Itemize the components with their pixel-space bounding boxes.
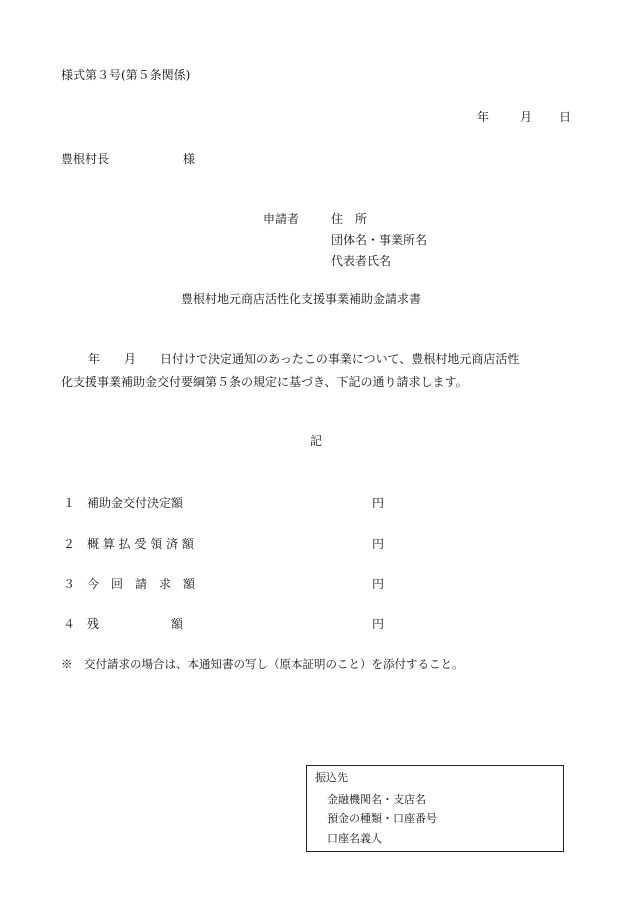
item-label: 概 算 払 受 領 済 額 bbox=[87, 537, 194, 551]
item-unit: 円 bbox=[372, 577, 385, 591]
addressee-honorific: 様 bbox=[183, 152, 196, 166]
bank-heading: 振込先 bbox=[315, 771, 348, 784]
ki-heading: 記 bbox=[310, 434, 323, 448]
account-type-label: 預金の種類・口座番号 bbox=[327, 812, 437, 825]
date-month-label: 月 bbox=[520, 110, 533, 124]
item-number: ４ bbox=[63, 617, 76, 631]
applicant-representative-label: 代表者氏名 bbox=[331, 254, 392, 268]
item-label: 補助金交付決定額 bbox=[87, 496, 184, 510]
addressee-name: 豊根村長 bbox=[61, 152, 110, 166]
body-text-line-1: 年 月 日付けで決定通知のあったこの事業について、豊根村地元商店活性 bbox=[88, 352, 520, 366]
applicant-organization-label: 団体名・事業所名 bbox=[331, 233, 428, 247]
body-text-line-2: 化支援事業補助金交付要綱第５条の規定に基づき、下記の通り請求します。 bbox=[61, 375, 468, 389]
item-unit: 円 bbox=[372, 617, 385, 631]
item-label: 今 回 請 求 額 bbox=[87, 577, 196, 591]
attachment-note: ※ 交付請求の場合は、本通知書の写し（原本証明のこと）を添付すること。 bbox=[61, 657, 464, 671]
applicant-address-label: 住 所 bbox=[331, 212, 368, 226]
applicant-label: 申請者 bbox=[263, 212, 300, 226]
date-year-label: 年 bbox=[477, 110, 490, 124]
bank-name-label: 金融機関名・支店名 bbox=[327, 793, 426, 806]
account-holder-label: 口座名義人 bbox=[327, 832, 382, 845]
document-title: 豊根村地元商店活性化支援事業補助金請求書 bbox=[181, 292, 422, 306]
item-number: ２ bbox=[63, 537, 76, 551]
form-number: 様式第３号(第５条関係) bbox=[61, 68, 191, 82]
item-unit: 円 bbox=[372, 537, 385, 551]
item-number: ３ bbox=[63, 577, 76, 591]
item-number: １ bbox=[63, 496, 76, 510]
date-day-label: 日 bbox=[559, 110, 572, 124]
item-unit: 円 bbox=[372, 496, 385, 510]
item-label: 残 額 bbox=[87, 617, 184, 631]
bank-transfer-box bbox=[306, 765, 564, 852]
